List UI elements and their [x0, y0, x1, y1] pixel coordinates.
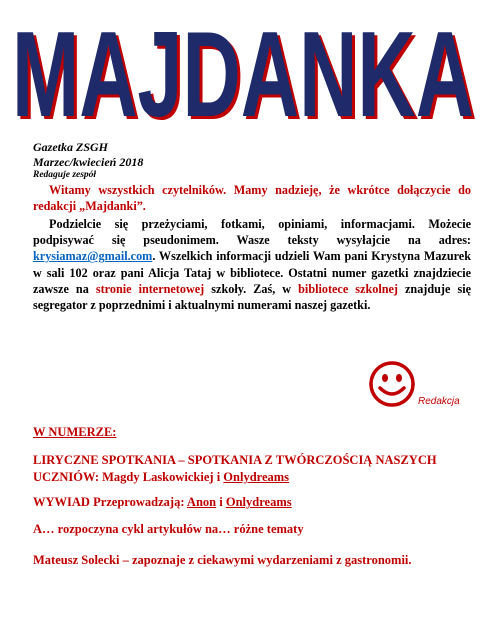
email-link[interactable]: krysiamaz@gmail.com	[33, 249, 153, 264]
contents-item-articles: A… rozpoczyna cykl artykułów na… różne tematy	[33, 522, 304, 536]
info-paragraph	[33, 216, 471, 313]
info-text-b: . Wszelkich informacji udzieli Wam pani Krystyna Mazurek w sali 102 oraz pani Alicja Tataj w bibliotece. Ostatni numer gazetki znajdziecie zawsze na	[33, 249, 471, 296]
contents-item-interview	[33, 494, 473, 511]
masthead-title-shadow: MAJDANKA	[15, 16, 477, 122]
contents-item-gastronomy: Mateusz Solecki – zapoznaje z ciekawymi wydarzeniami z gastronomii.	[33, 553, 412, 567]
info-text-a: Podzielcie się przeżyciami, fotkami, opiniami, informacjami. Możecie podpisywać się pseudonimem. Wasze teksty wysyłajcie na adres:	[33, 217, 471, 248]
info-text-c: szkoły. Zaś, w	[204, 281, 299, 296]
masthead	[8, 16, 478, 122]
contents-item-poetry-text: LIRYCZNE SPOTKANIA – SPOTKANIA Z TWÓRCZOŚCIĄ NASZYCH UCZNIÓW: Magdy Laskowickiej i	[33, 453, 437, 484]
contents-item-poetry	[33, 452, 473, 486]
info-text-d: znajduje się segregator z poprzednimi i aktualnymi numerami naszej gazetki.	[33, 281, 471, 313]
editor-note: Redaguje zespół	[33, 170, 97, 180]
contents-item-interview-and: i	[216, 495, 226, 509]
contents-item-interview-author-1: Anon	[186, 495, 217, 509]
library-link[interactable]: bibliotece szkolnej	[298, 281, 398, 296]
publication-name: Gazetka ZSGH	[33, 140, 108, 154]
contents-heading: W NUMERZE:	[33, 425, 117, 439]
signoff-label: Redakcja	[418, 396, 460, 407]
masthead-title: MAJDANKA	[12, 16, 474, 122]
masthead-title-graphic	[8, 16, 478, 122]
contents-item-poetry-author: Onlydreams	[223, 470, 290, 484]
smiley-icon	[368, 360, 416, 408]
contents-item-interview-author-2: Onlydreams	[225, 495, 292, 509]
welcome-paragraph: Witamy wszystkich czytelników. Mamy nadzieję, że wkrótce dołączycie do redakcji „Majdanki”.	[33, 183, 471, 214]
website-link[interactable]: stronie internetowej	[95, 281, 205, 296]
issue-date: Marzec/kwiecień 2018	[33, 155, 144, 169]
contents-item-interview-text: WYWIAD Przeprowadzają:	[33, 495, 187, 509]
